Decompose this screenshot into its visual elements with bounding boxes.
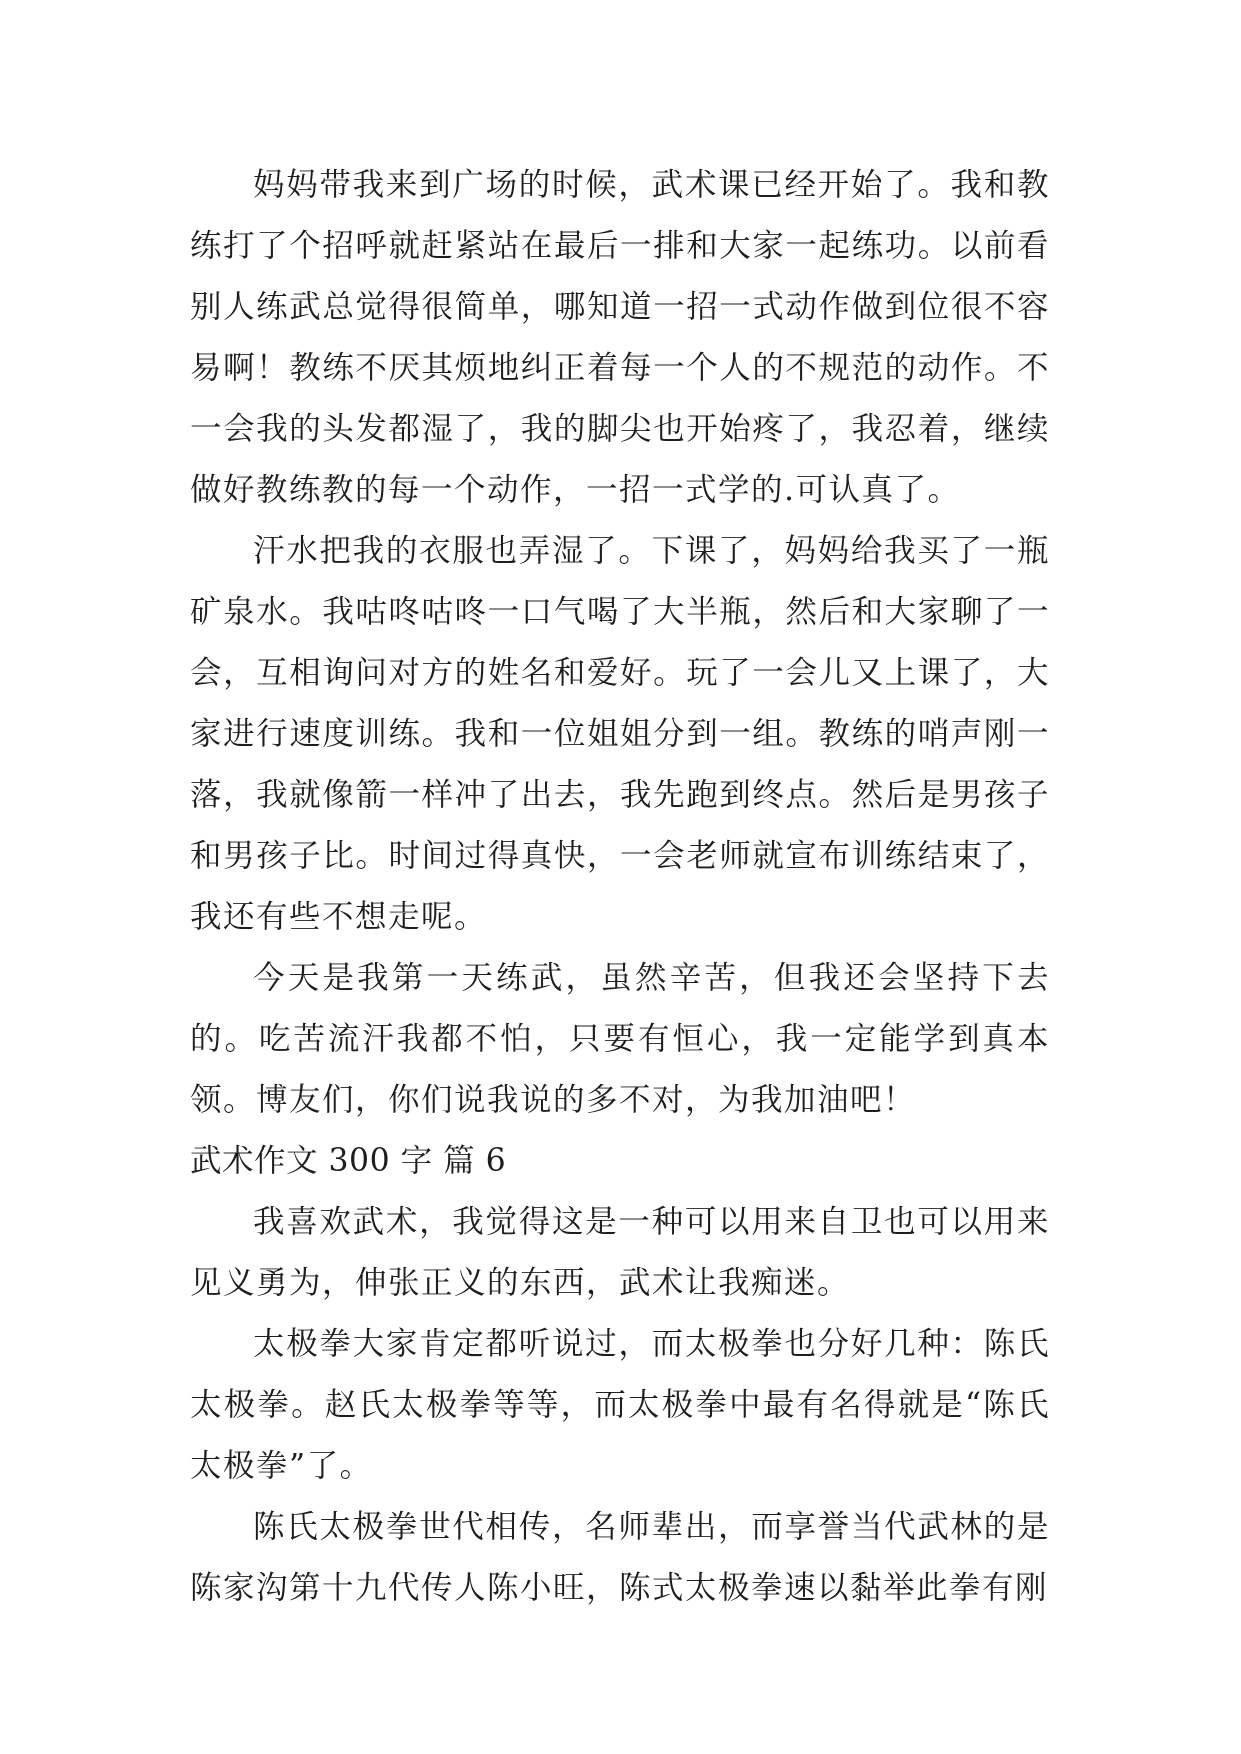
document-body	[190, 155, 1050, 1619]
paragraph: 太极拳大家肯定都听说过，而太极拳也分好几种：陈氏太极拳。赵氏太极拳等等，而太极拳中最有名得就是“陈氏太极拳”了。	[190, 1326, 1050, 1484]
section-heading: 武术作文 300 字 篇 6	[190, 1143, 507, 1179]
paragraph: 汗水把我的衣服也弄湿了。下课了，妈妈给我买了一瓶矿泉水。我咕咚咕咚一口气喝了大半瓶，然后和大家聊了一会，互相询问对方的姓名和爱好。玩了一会儿又上课了，大家进行速度训练。我和一位姐姐分到一组。教练的哨声刚一落，我就像箭一样冲了出去，我先跑到终点。然后是男孩子和男孩子比。时间过得真快，一会老师就宣布训练结束了，我还有些不想走呢。	[190, 533, 1050, 935]
paragraph: 今天是我第一天练武，虽然辛苦，但我还会坚持下去的。吃苦流汗我都不怕，只要有恒心，我一定能学到真本领。博友们，你们说我说的多不对，为我加油吧！	[190, 960, 1050, 1118]
paragraph: 我喜欢武术，我觉得这是一种可以用来自卫也可以用来见义勇为，伸张正义的东西，武术让我痴迷。	[190, 1204, 1050, 1301]
paragraph: 陈氏太极拳世代相传，名师辈出，而享誉当代武林的是陈家沟第十九代传人陈小旺，陈式太极拳速以黏举此拳有刚	[190, 1509, 1050, 1606]
paragraph: 妈妈带我来到广场的时候，武术课已经开始了。我和教练打了个招呼就赶紧站在最后一排和大家一起练功。以前看别人练武总觉得很简单，哪知道一招一式动作做到位很不容易啊！教练不厌其烦地纠正着每一个人的不规范的动作。不一会我的头发都湿了，我的脚尖也开始疼了，我忍着，继续做好教练教的每一个动作，一招一式学的.可认真了。	[190, 167, 1050, 508]
